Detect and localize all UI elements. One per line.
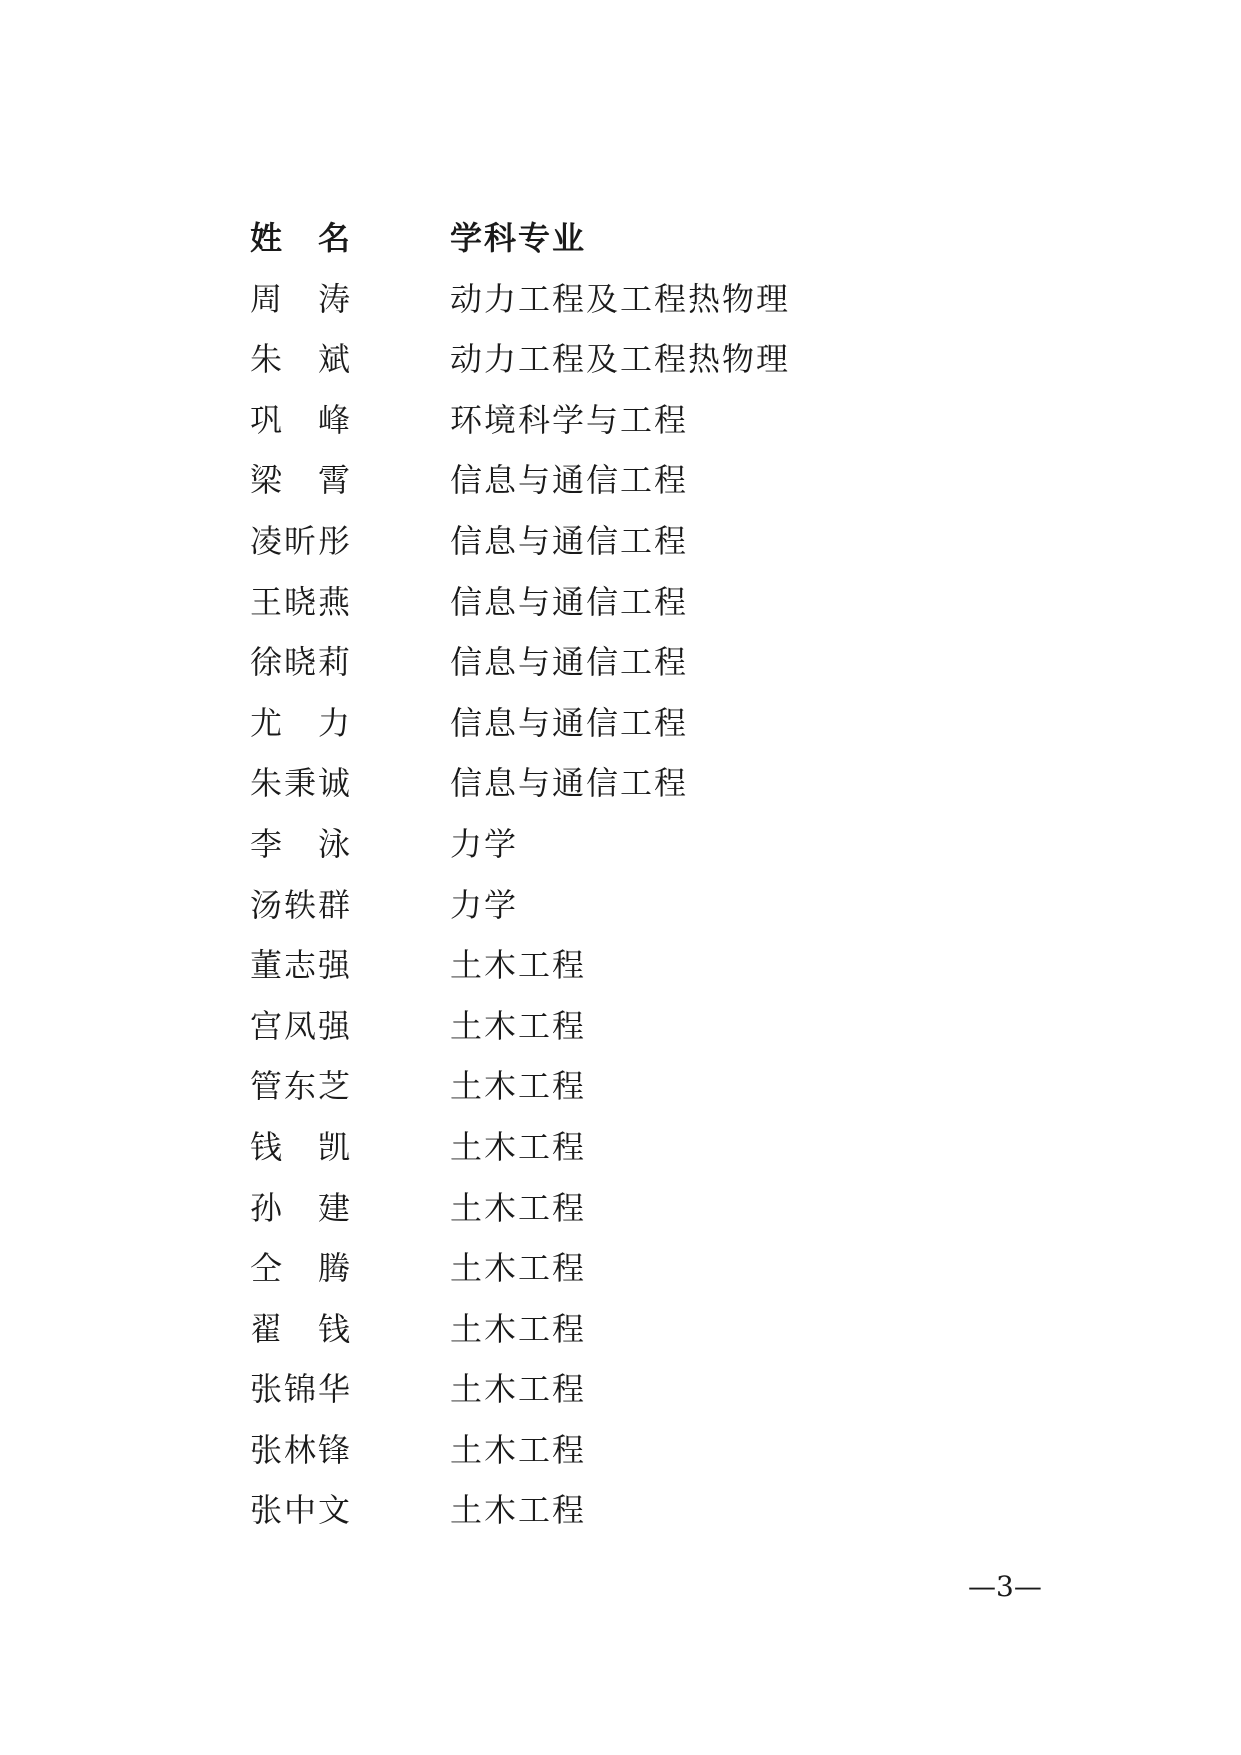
major-name: 土木工程	[450, 1006, 587, 1045]
person-name: 汤轶群	[250, 885, 353, 924]
table-row	[250, 398, 790, 459]
table-row	[250, 1186, 790, 1247]
person-name: 孙 建	[250, 1188, 353, 1227]
major-name: 土木工程	[450, 1188, 587, 1227]
major-name: 动力工程及工程热物理	[450, 279, 791, 318]
person-name: 巩 峰	[250, 400, 353, 439]
table-header	[250, 216, 790, 277]
table-row	[250, 822, 790, 883]
table-row	[250, 277, 790, 338]
person-name: 张中文	[250, 1491, 353, 1530]
major-name: 土木工程	[450, 1309, 587, 1348]
major-name: 土木工程	[450, 946, 587, 985]
table-row	[250, 761, 790, 822]
table-row	[250, 883, 790, 944]
major-name: 动力工程及工程热物理	[450, 340, 791, 379]
major-name: 信息与通信工程	[450, 582, 689, 621]
header-major: 学科专业	[450, 219, 587, 257]
table-row	[250, 519, 790, 580]
table-row	[250, 1064, 790, 1125]
major-name: 土木工程	[450, 1249, 587, 1288]
header-name: 姓 名	[250, 219, 353, 257]
table-row	[250, 1367, 790, 1428]
person-name: 李 泳	[250, 824, 353, 863]
major-name: 土木工程	[450, 1127, 587, 1166]
major-name: 信息与通信工程	[450, 764, 689, 803]
person-name: 管东芝	[250, 1067, 353, 1106]
name-major-table	[250, 216, 790, 1549]
person-name: 仝 腾	[250, 1249, 353, 1288]
major-name: 力学	[450, 824, 519, 863]
table-row	[250, 1488, 790, 1549]
person-name: 张林锋	[250, 1430, 353, 1469]
person-name: 徐晓莉	[250, 643, 353, 682]
table-row	[250, 701, 790, 762]
table-row	[250, 1307, 790, 1368]
person-name: 凌昕彤	[250, 521, 353, 560]
major-name: 环境科学与工程	[450, 400, 689, 439]
major-name: 土木工程	[450, 1067, 587, 1106]
person-name: 董志强	[250, 946, 353, 985]
major-name: 信息与通信工程	[450, 643, 689, 682]
table-row	[250, 1246, 790, 1307]
person-name: 周 涛	[250, 279, 353, 318]
major-name: 力学	[450, 885, 519, 924]
person-name: 宫凤强	[250, 1006, 353, 1045]
person-name: 梁 霄	[250, 461, 353, 500]
table-row	[250, 1125, 790, 1186]
person-name: 朱 斌	[250, 340, 353, 379]
page-number: —3—	[968, 1570, 1042, 1603]
table-row	[250, 943, 790, 1004]
person-name: 钱 凯	[250, 1127, 353, 1166]
person-name: 尤 力	[250, 703, 353, 742]
major-name: 土木工程	[450, 1491, 587, 1530]
major-name: 信息与通信工程	[450, 461, 689, 500]
table-row	[250, 458, 790, 519]
table-row	[250, 337, 790, 398]
table-row	[250, 580, 790, 641]
person-name: 王晓燕	[250, 582, 353, 621]
major-name: 信息与通信工程	[450, 521, 689, 560]
major-name: 土木工程	[450, 1370, 587, 1409]
table-row	[250, 640, 790, 701]
person-name: 朱秉诚	[250, 764, 353, 803]
table-row	[250, 1428, 790, 1489]
person-name: 翟 钱	[250, 1309, 353, 1348]
table-row	[250, 1004, 790, 1065]
major-name: 土木工程	[450, 1430, 587, 1469]
major-name: 信息与通信工程	[450, 703, 689, 742]
person-name: 张锦华	[250, 1370, 353, 1409]
